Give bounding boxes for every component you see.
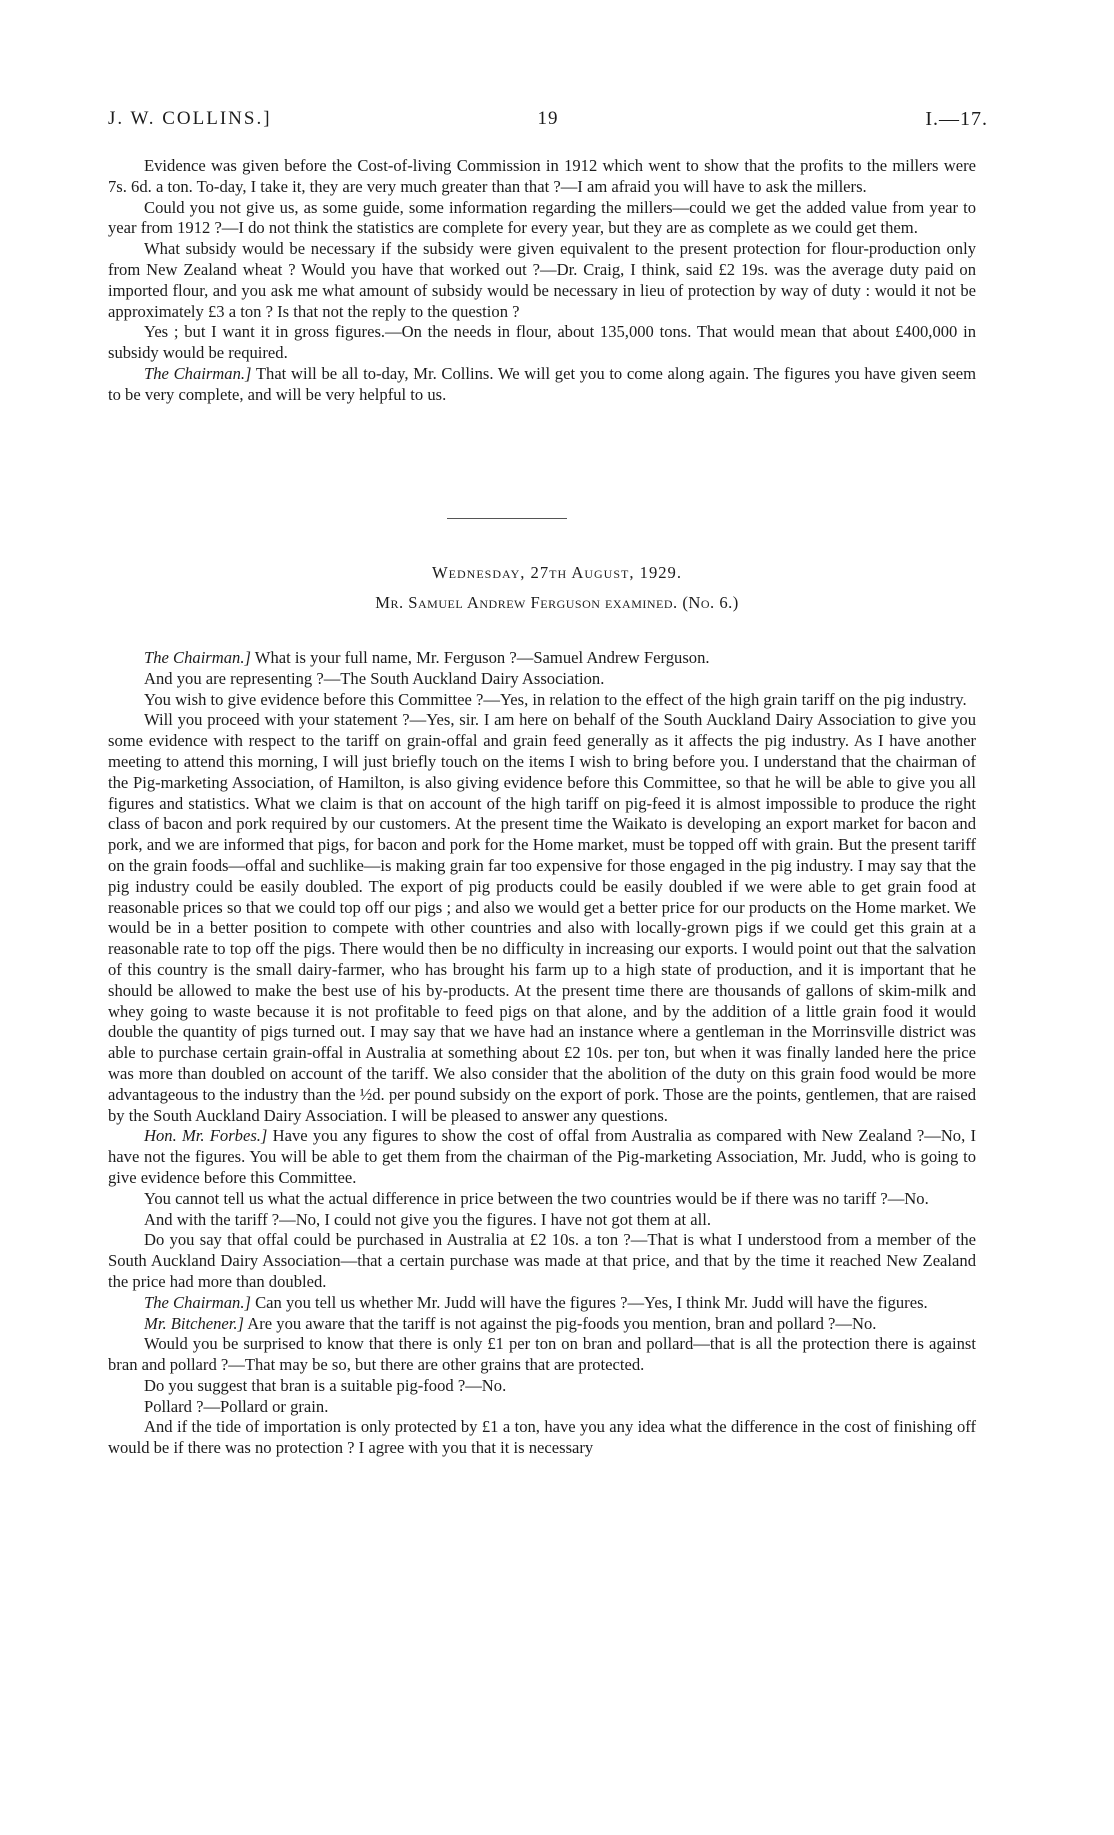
paragraph: And you are representing ?—The South Auckland Dairy Association. [144,668,605,688]
paragraph: Evidence was given before the Cost-of-living Commission in 1912 which went to show that the profits to the millers were 7s. 6d. a ton. To-day, I take it, they are very much greater than that ?—I am afraid you will have to ask the millers. [108,156,976,196]
evidence-block-collins [108,156,976,406]
speaker-label: Mr. Bitchener.] [144,1313,245,1333]
paragraph: Mr. Bitchener.] Are you aware that the tariff is not against the pig-foods you mention, bran and pollard ?—No. [144,1313,877,1333]
paragraph: What subsidy would be necessary if the subsidy were given equivalent to the present protection for flour-production only from New Zealand wheat ? Would you have that worked out ?—Dr. Craig, I think, said £2 19s. was the average duty paid on imported flour, and you ask me what amount of subsidy would be necessary in lieu of protection by way of duty : would it not be approximately £3 a ton ? Is that not the reply to the question ? [108,239,976,321]
paragraph: Could you not give us, as some guide, some information regarding the millers—could we get the added value from year to year from 1912 ?—I do not think the statistics are complete for every year, but they are as complete as we could get them. [108,197,976,238]
paragraph: Hon. Mr. Forbes.] Have you any figures to show the cost of offal from Australia as compared with New Zealand ?—No, I have not the figures. You will be able to get them from the chairman of the Pig-marketing Association, Mr. Judd, who is going to give evidence before this Committee. [108,1126,976,1187]
header-witness-name: J. W. COLLINS.] [108,108,272,129]
paragraph: The Chairman.] What is your full name, Mr. Ferguson ?—Samuel Andrew Ferguson. [144,648,710,667]
paragraph: Do you say that offal could be purchased in Australia at £2 10s. a ton ?—That is what I understood from a member of the South Auckland Dairy Association—that a certain purchase was made at that price, and that by the time it reached New Zealand the price had more than doubled. [108,1230,976,1291]
speaker-label: Hon. Mr. Forbes.] [144,1126,268,1146]
document-reference: I.—17. [925,108,988,130]
paragraph: You wish to give evidence before this Committee ?—Yes, in relation to the effect of the high grain tariff on the pig industry. [144,689,967,709]
paragraph: And with the tariff ?—No, I could not give you the figures. I have not got them at all. [144,1209,711,1229]
paragraph: Pollard ?—Pollard or grain. [144,1396,329,1416]
paragraph: Would you be surprised to know that there is only £1 per ton on bran and pollard—that is all the protection there is against bran and pollard ?—That may be so, but there are other grains that are protected. [108,1334,976,1375]
section-divider [447,518,567,519]
paragraph: And if the tide of importation is only protected by £1 a ton, have you any idea what the difference in the cost of finishing off would be if there was no protection ? I agree with you that it is necessary [108,1417,976,1458]
speaker-label: The Chairman.] [144,648,251,667]
paragraph: The Chairman.] Can you tell us whether Mr. Judd will have the figures ?—Yes, I think Mr. Judd will have the figures. [144,1292,928,1312]
evidence-block-ferguson [108,648,976,1459]
witness-heading: Mr. Samuel Andrew Ferguson examined. (No. 6.) [375,593,739,612]
paragraph: Yes ; but I want it in gross figures.—On the needs in flour, about 135,000 tons. That would mean that about £400,000 in subsidy would be required. [108,322,976,363]
page-number: 19 [537,108,559,129]
paragraph: The Chairman.] That will be all to-day, Mr. Collins. We will get you to come along again. The figures you have given seem to be very complete, and will be very helpful to us. [108,363,977,404]
speaker-label: The Chairman.] [144,1292,251,1312]
paragraph: Do you suggest that bran is a suitable pig-food ?—No. [144,1375,507,1395]
speaker-label: The Chairman.] [144,363,252,383]
session-date: Wednesday, 27th August, 1929. [432,563,682,582]
paragraph: You cannot tell us what the actual difference in price between the two countries would be if there was no tariff ?—No. [144,1188,929,1208]
page-header [108,108,988,138]
paragraph: Will you proceed with your statement ?—Yes, sir. I am here on behalf of the South Auckland Dairy Association to give you some evidence with respect to the tariff on grain-offal and grain feed generally as it affects the pig industry. As I have another meeting to attend this morning, I will just briefly touch on the items I wish to bring before you. I understand that the chairman of the Pig-marketing Association, of Hamilton, is also giving evidence before this Committee, so that he will be able to give you all figures and statistics. What we claim is that on account of the high tariff on pig-feed it is almost impossible to produce the right class of bacon and pork required by our customers. At the present time the Waikato is developing an export market for bacon and pork, and we are informed that pigs, for bacon and pork for the Home market, must be topped off with grain. But the present tariff on the grain foods—offal and suchlike—is making grain far too expensive for those engaged in the pig industry. I may say that the pig industry could be easily doubled. The export of pig products could be easily doubled if we were able to get grain food at reasonable prices so that we could top off our pigs ; and also we would get a better price for our products on the Home market. We would be in a better position to compete with other countries and also with locally-grown pigs if we could get this grain at a reasonable rate to top off the pigs. There would then be no difficulty in increasing our exports. I would point out that the salvation of this country is the small dairy-farmer, who has brought his farm up to a high state of production, and it is important that he should be allowed to make the best use of his by-products. At the present time there are thousands of gallons of skim-milk and whey going to waste because it is not profitable to feed pigs on that alone, and by the addition of a little grain food it would double the quantity of pigs turned out. I may say that we have had an instance where a gentleman in the Morrinsville district was able to purchase certain grain-offal in Australia at something about £2 10s. per ton, but when it was finally landed here the price was more than doubled on account of the tariff. We also consider that the abolition of the duty on this grain food would be more advantageous to the industry than the ½d. per pound subsidy on the export of pork. Those are the points, gentlemen, that are raised by the South Auckland Dairy Association. I will be pleased to answer any questions. [108,710,976,1125]
